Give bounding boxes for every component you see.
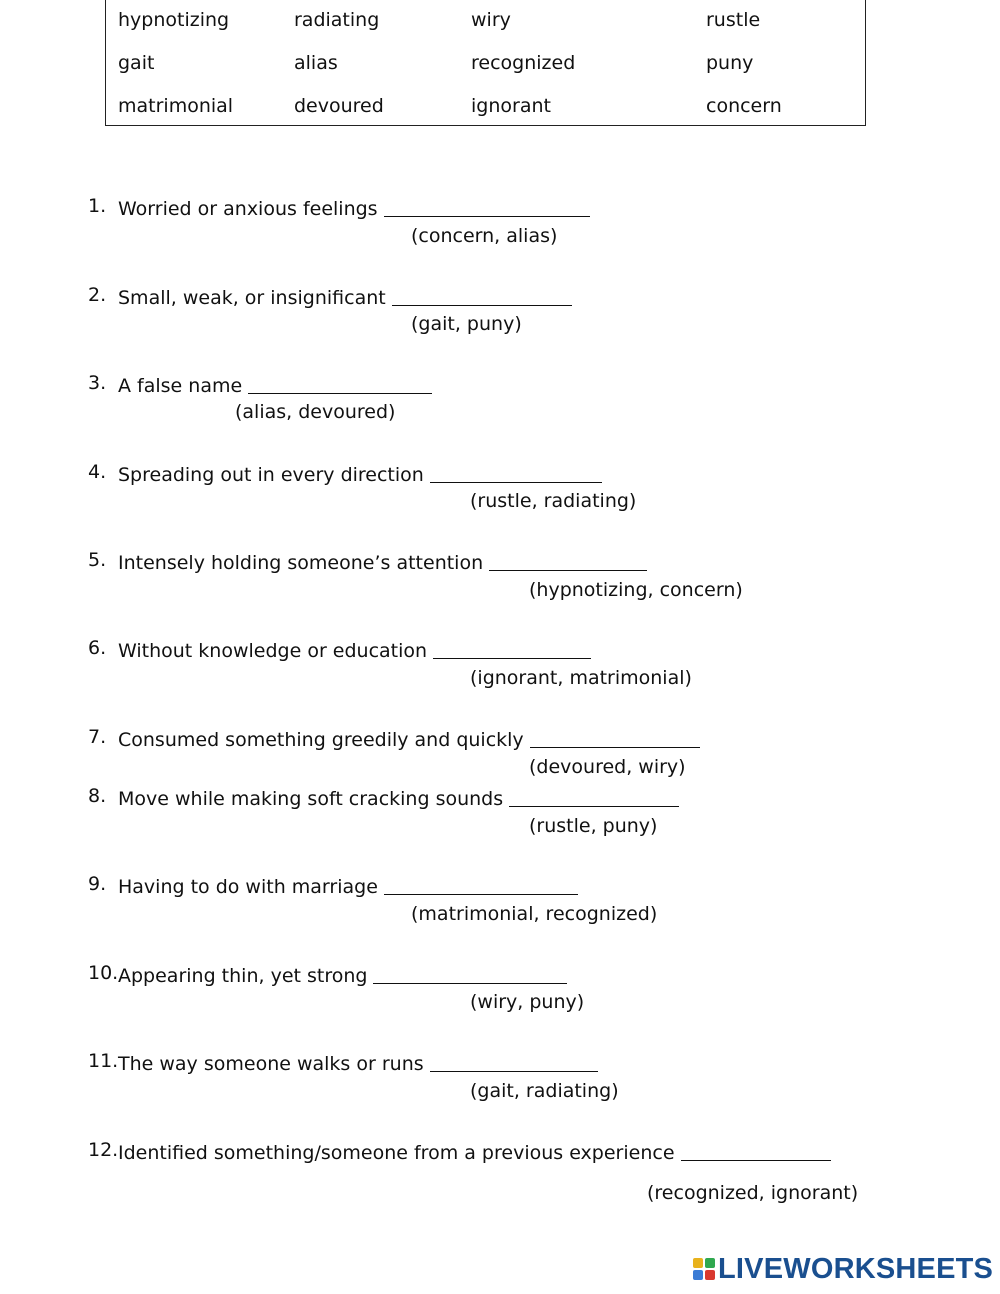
question-number: 7. (88, 726, 107, 748)
answer-choices: (recognized, ignorant) (647, 1182, 859, 1204)
question-text: Intensely holding someone’s attention (118, 549, 647, 574)
liveworksheets-logo[interactable] (693, 1254, 993, 1284)
answer-choices: (gait, puny) (411, 313, 522, 335)
answer-choices: (hypnotizing, concern) (529, 579, 743, 601)
answer-choices: (gait, radiating) (470, 1080, 619, 1102)
word-bank-item: radiating (294, 9, 380, 31)
logo-tile (693, 1258, 703, 1268)
word-bank-item: puny (706, 52, 754, 74)
answer-blank[interactable] (433, 639, 591, 659)
word-bank (105, 0, 866, 126)
question-text: Appearing thin, yet strong (118, 962, 567, 987)
answer-blank[interactable] (681, 1141, 831, 1161)
word-bank-item: concern (706, 95, 782, 117)
answer-blank[interactable] (384, 875, 578, 895)
answer-blank[interactable] (392, 286, 572, 306)
logo-tile (705, 1258, 715, 1268)
answer-blank[interactable] (530, 728, 700, 748)
question-text: Without knowledge or education (118, 637, 591, 662)
answer-blank[interactable] (430, 463, 602, 483)
word-bank-item: gait (118, 52, 155, 74)
logo-tile (705, 1270, 715, 1280)
answer-choices: (rustle, radiating) (470, 490, 637, 512)
question-number: 9. (88, 873, 107, 895)
logo-tile (693, 1270, 703, 1280)
question-number: 4. (88, 461, 107, 483)
question-number: 11. (88, 1050, 119, 1072)
answer-blank[interactable] (248, 374, 432, 394)
question-number: 12. (88, 1139, 119, 1161)
word-bank-item: devoured (294, 95, 384, 117)
question-number: 2. (88, 284, 107, 306)
question-text: A false name (118, 372, 432, 397)
word-bank-item: wiry (471, 9, 511, 31)
question-number: 1. (88, 195, 107, 217)
answer-choices: (wiry, puny) (470, 991, 585, 1013)
word-bank-item: rustle (706, 9, 761, 31)
answer-choices: (concern, alias) (411, 225, 558, 247)
question-text: Spreading out in every direction (118, 461, 602, 486)
answer-blank[interactable] (509, 787, 679, 807)
answer-blank[interactable] (384, 197, 590, 217)
question-number: 8. (88, 785, 107, 807)
word-bank-item: ignorant (471, 95, 551, 117)
answer-blank[interactable] (373, 964, 567, 984)
answer-blank[interactable] (430, 1052, 598, 1072)
word-bank-item: matrimonial (118, 95, 234, 117)
question-text: Identified something/someone from a previous experience (118, 1139, 831, 1164)
word-bank-item: recognized (471, 52, 576, 74)
answer-choices: (devoured, wiry) (529, 756, 686, 778)
question-number: 10. (88, 962, 119, 984)
answer-blank[interactable] (489, 551, 647, 571)
question-text: Small, weak, or insignificant (118, 284, 572, 309)
question-text: Worried or anxious feelings (118, 195, 590, 220)
question-number: 5. (88, 549, 107, 571)
word-bank-item: hypnotizing (118, 9, 230, 31)
answer-choices: (rustle, puny) (529, 815, 658, 837)
question-text: Move while making soft cracking sounds (118, 785, 679, 810)
answer-choices: (alias, devoured) (235, 401, 396, 423)
answer-choices: (ignorant, matrimonial) (470, 667, 692, 689)
question-number: 3. (88, 372, 107, 394)
liveworksheets-logo-text: LIVEWORKSHEETS (718, 1253, 994, 1285)
question-text: Having to do with marriage (118, 873, 578, 898)
liveworksheets-logo-icon (693, 1258, 715, 1280)
answer-choices: (matrimonial, recognized) (411, 903, 658, 925)
question-text: The way someone walks or runs (118, 1050, 598, 1075)
question-number: 6. (88, 637, 107, 659)
word-bank-item: alias (294, 52, 338, 74)
question-text: Consumed something greedily and quickly (118, 726, 700, 751)
